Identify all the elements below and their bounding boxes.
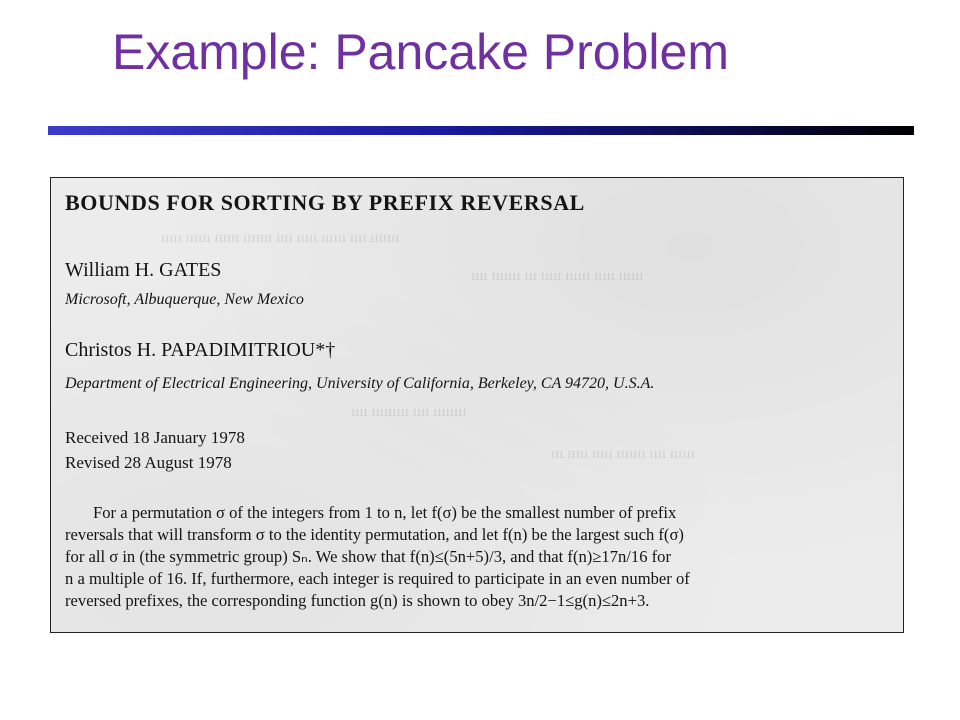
paper-scan-image bbox=[50, 177, 904, 633]
bleed-through-artifact: ıııııı ıııı ııııııı ııııı ııııı ııı bbox=[551, 446, 695, 462]
slide-title: Example: Pancake Problem bbox=[112, 24, 729, 80]
bleed-through-artifact: ıııııı ııııı ıııııı ııııı ııı ııııııı ıııı bbox=[471, 268, 644, 284]
abstract-line: reversed prefixes, the corresponding function g(n) is shown to obey 3n/2−1≤g(n)≤2n+3. bbox=[65, 591, 650, 610]
title-divider bbox=[48, 126, 914, 135]
bleed-through-artifact: ııııııı ıııı ıııııı ııııı ıııı ııııııı ıııııı ıııııı ııııı bbox=[161, 230, 400, 246]
author-affiliation: Department of Electrical Engineering, University of California, Berkeley, CA 94720, U.S.A. bbox=[65, 375, 655, 392]
author-name: William H. GATES bbox=[65, 259, 222, 281]
abstract-line: reversals that will transform σ to the identity permutation, and let f(n) be the largest such f(σ) bbox=[65, 525, 684, 544]
author-affiliation: Microsoft, Albuquerque, New Mexico bbox=[65, 291, 304, 308]
abstract-line: n a multiple of 16. If, furthermore, each integer is required to participate in an even number of bbox=[65, 569, 690, 588]
abstract-line: for all σ in (the symmetric group) Sₙ. We show that f(n)≤(5n+5)/3, and that f(n)≥17n/16 for bbox=[65, 547, 672, 566]
author-name: Christos H. PAPADIMITRIOU*† bbox=[65, 339, 336, 361]
revised-date: Revised 28 August 1978 bbox=[65, 453, 232, 472]
abstract-line: For a permutation σ of the integers from 1 to n, let f(σ) be the smallest number of prefix bbox=[93, 503, 677, 522]
bleed-through-artifact: ıııııııı ıııı ııııııııı ıııı bbox=[351, 404, 467, 420]
received-date: Received 18 January 1978 bbox=[65, 428, 245, 447]
paper-heading: BOUNDS FOR SORTING BY PREFIX REVERSAL bbox=[65, 190, 585, 215]
abstract bbox=[65, 502, 891, 612]
